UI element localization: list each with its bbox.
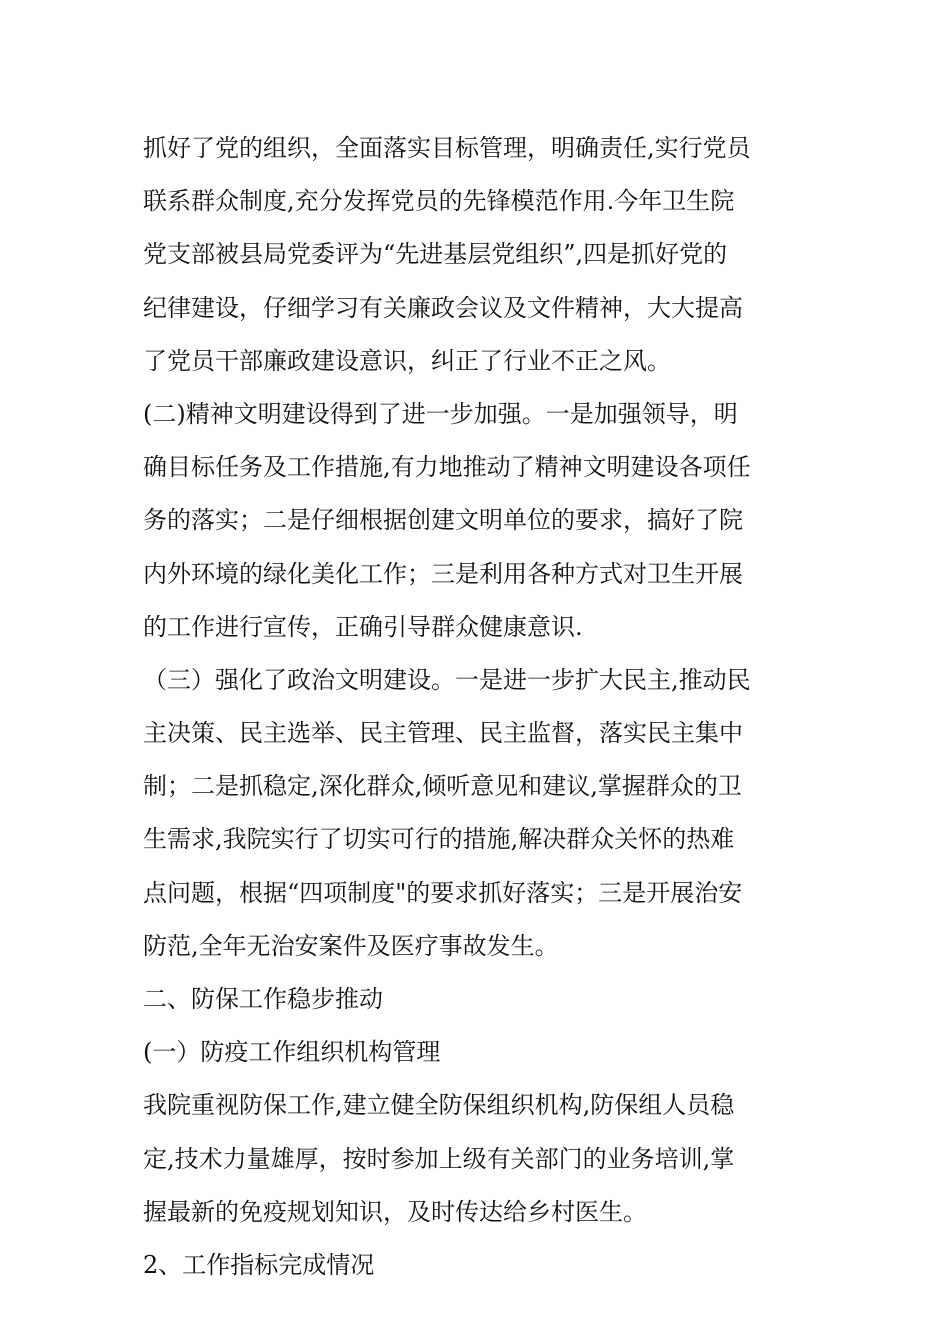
paragraph-line: 党支部被县局党委评为“先进基层党组织”,四是抓好党的 (143, 240, 728, 269)
paragraph-line: 制；二是抓稳定,深化群众,倾听意见和建议,掌握群众的卫 (143, 772, 742, 801)
paragraph-line: 生需求,我院实行了切实可行的措施,解决群众关怀的热难 (143, 825, 735, 854)
subsection-heading: 2、工作指标完成情况 (143, 1250, 375, 1279)
paragraph-line: 我院重视防保工作,建立健全防保组织机构,防保组人员稳 (143, 1091, 735, 1120)
paragraph-line: 定,技术力量雄厚，按时参加上级有关部门的业务培训,掌 (143, 1144, 735, 1173)
paragraph-line: 防范,全年无治安案件及医疗事故发生。 (143, 931, 559, 960)
paragraph-line: 内外环境的绿化美化工作；三是利用各种方式对卫生开展 (143, 559, 743, 588)
paragraph-line: 握最新的免疫规划知识，及时传达给乡村医生。 (143, 1197, 647, 1226)
paragraph-line: 联系群众制度,充分发挥党员的先锋模范作用.今年卫生院 (143, 187, 735, 216)
paragraph-line: 抓好了党的组织，全面落实目标管理，明确责任,实行党员 (143, 134, 751, 162)
paragraph-line: 纪律建设，仔细学习有关廉政会议及文件精神，大大提高 (143, 293, 743, 322)
subsection-heading: (一）防疫工作组织机构管理 (143, 1038, 441, 1067)
paragraph-line: 了党员干部廉政建设意识，纠正了行业不正之风。 (143, 346, 671, 375)
paragraph-line: 点问题，根据“四项制度"的要求抓好落实；三是开展治安 (143, 878, 743, 907)
paragraph-line: 的工作进行宣传，正确引导群众健康意识. (143, 612, 583, 641)
document-body (143, 122, 813, 1292)
paragraph-line: 确目标任务及工作措施,有力地推动了精神文明建设各项任 (143, 453, 751, 482)
paragraph-line: (二)精神文明建设得到了进一步加强。一是加强领导，明 (143, 399, 738, 428)
section-heading: 二、防保工作稳步推动 (143, 985, 383, 1013)
paragraph-line: （三）强化了政治文明建设。一是进一步扩大民主,推动民 (143, 665, 751, 694)
paragraph-line: 主决策、民主选举、民主管理、民主监督，落实民主集中 (143, 719, 743, 748)
paragraph-line: 务的落实；二是仔细根据创建文明单位的要求，搞好了院 (143, 506, 743, 535)
